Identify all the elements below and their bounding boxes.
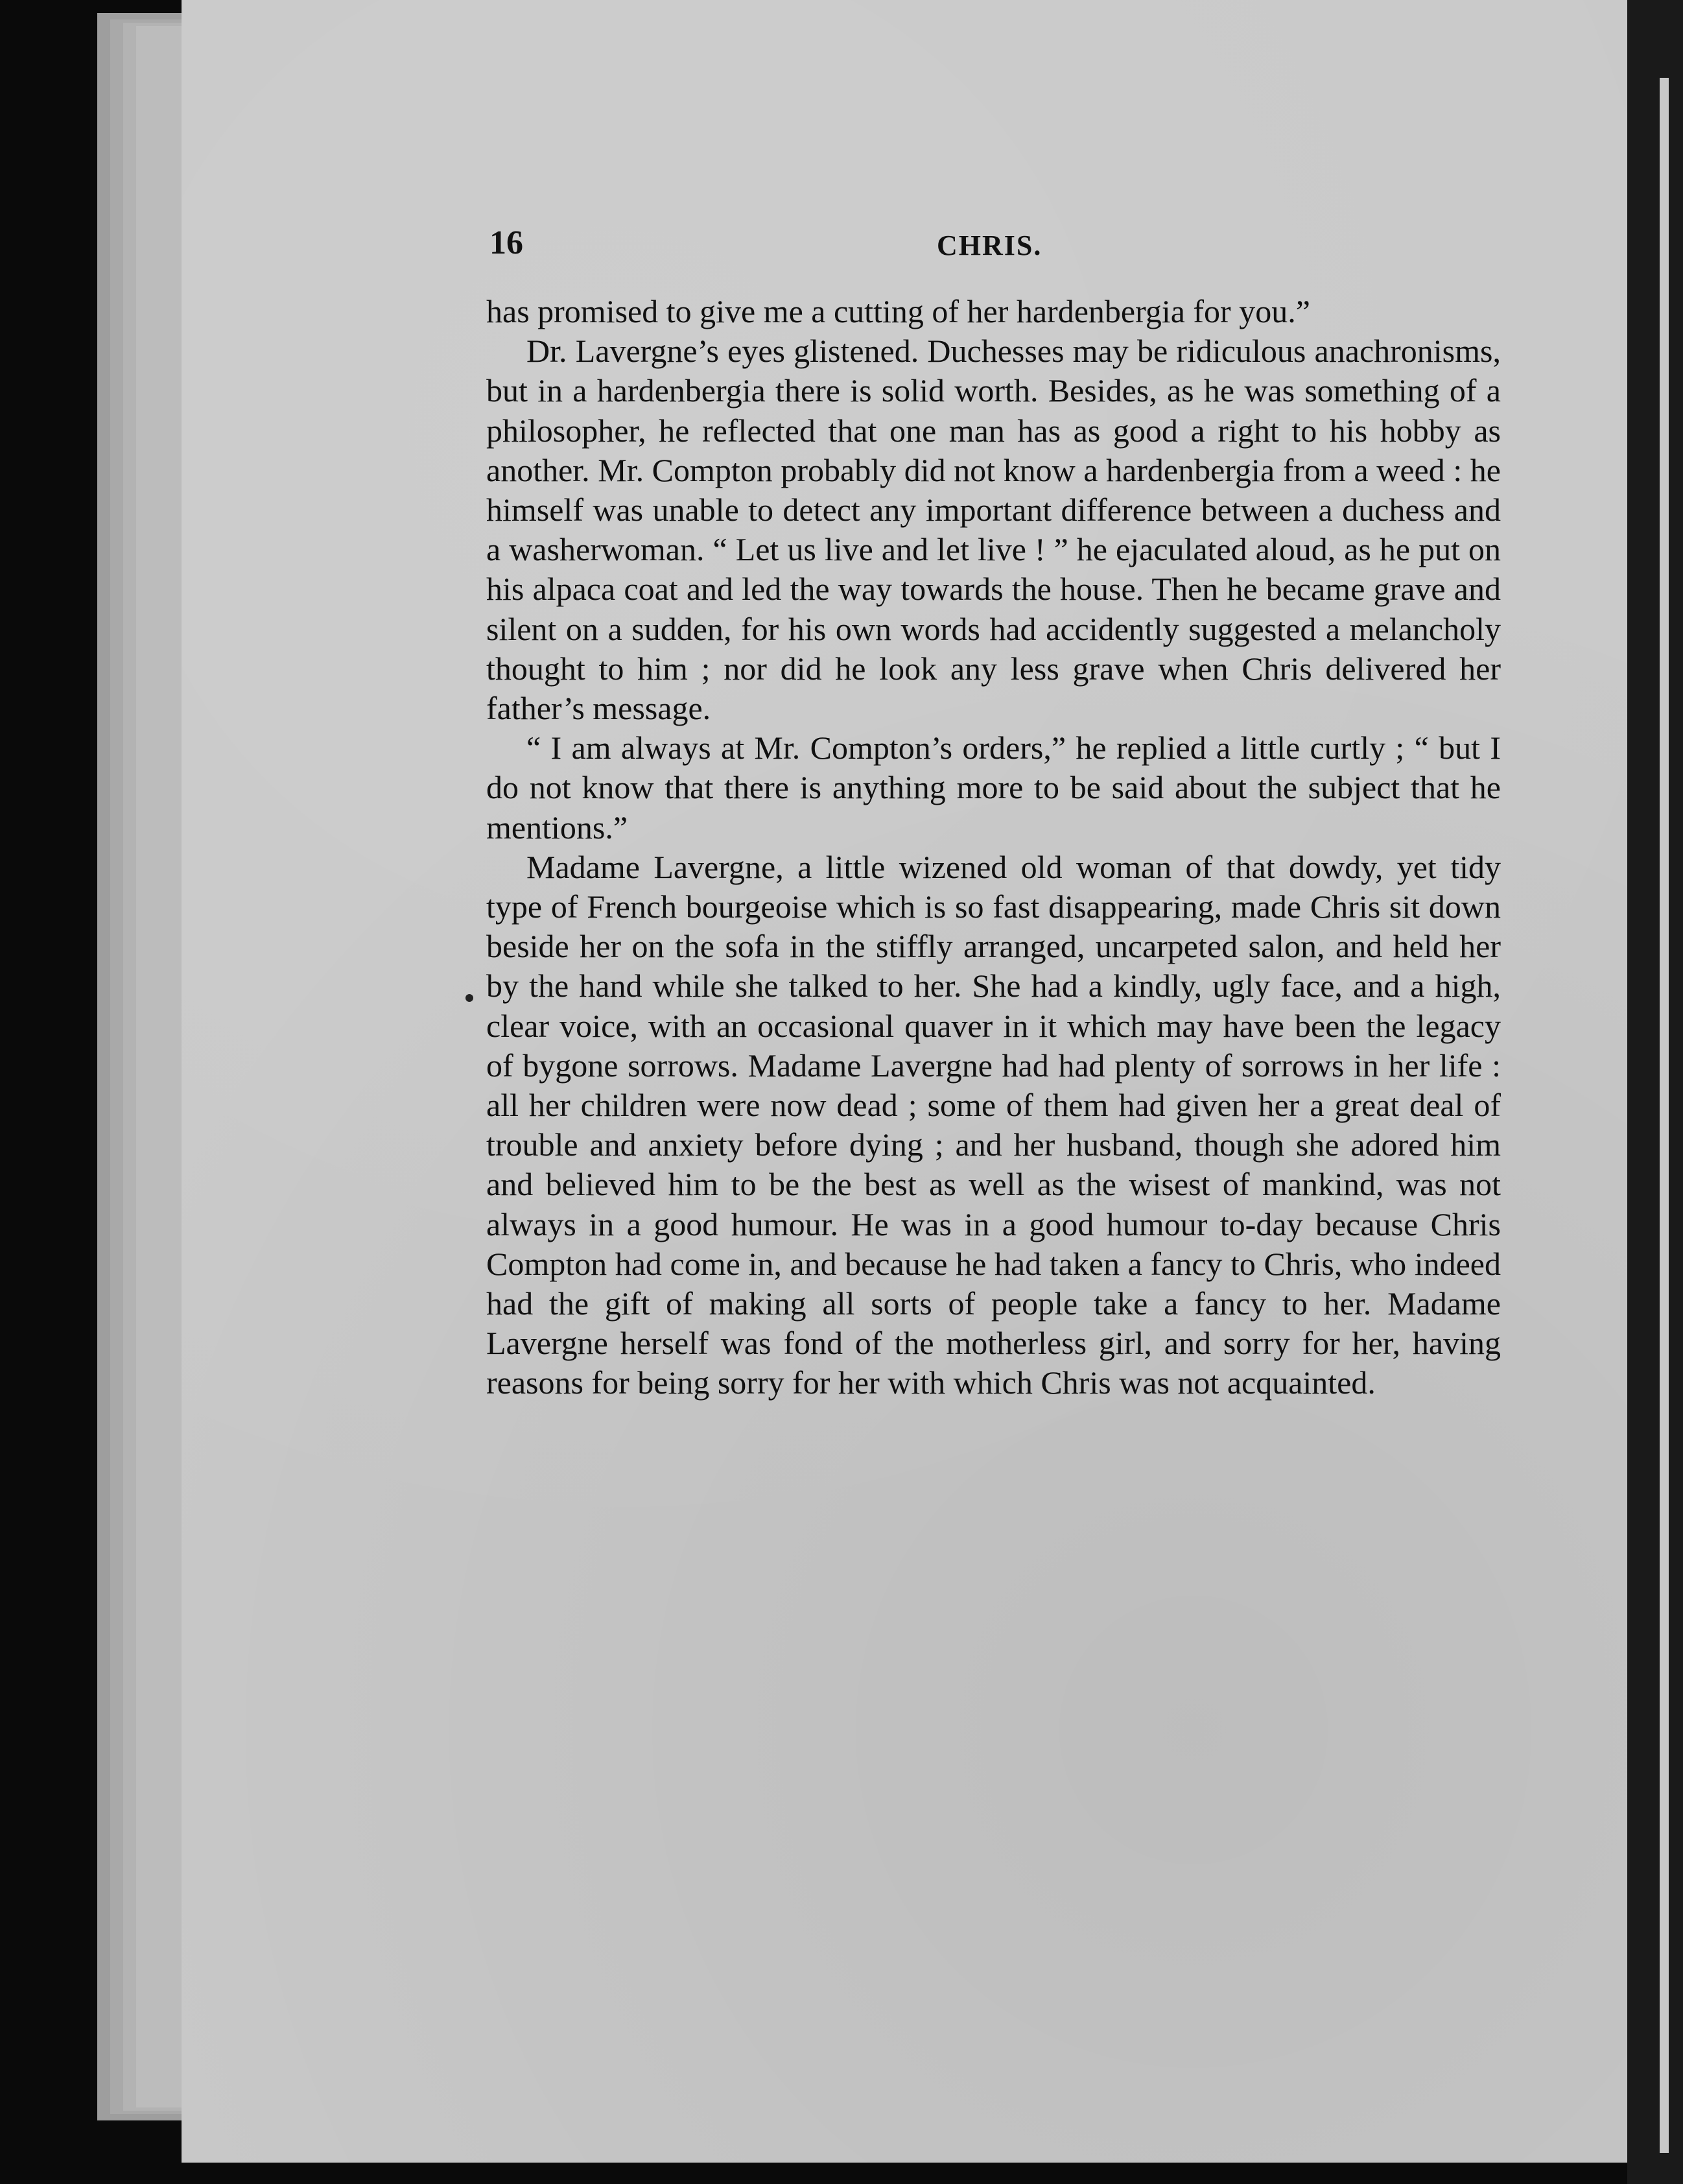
- body-text: [486, 292, 1501, 1403]
- running-head: CHRIS.: [937, 230, 1042, 261]
- paragraph-1: has promised to give me a cutting of her hardenbergia for you.”: [486, 293, 1310, 329]
- paragraph-3: “ I am always at Mr. Compton’s orders,” he replied a little curtly ; “ but I do not know that there is anything more to be said about the subject that he mentions.”: [486, 730, 1501, 846]
- page-number: 16: [489, 224, 523, 261]
- paragraph-2: Dr. Lavergne’s eyes glistened. Duchesses may be ridiculous anachronisms, but in a hardenbergia there is solid worth. Besides, as he was something of a philosopher, he reflected that one man has as good a right to his hobby as another. Mr. Compton probably did not know a hardenbergia from a weed : he himself was unable to detect any important difference between a duchess and a washerwoman. “ Let us live and let live ! ” he ejaculated aloud, as he put on his alpaca coat and led the way towards the house. Then he became grave and silent on a sudden, for his own words had accidently suggested a melancholy thought to him ; nor did he look any less grave when Chris delivered her father’s message.: [486, 333, 1501, 727]
- paragraph-4: Madame Lavergne, a little wizened old woman of that dowdy, yet tidy type of French bourgeoise which is so fast disappearing, made Chris sit down beside her on the sofa in the stiffly arranged, uncarpeted salon, and held her by the hand while she talked to her. She had a kindly, ugly face, and a high, clear voice, with an occasional quaver in it which may have been the legacy of bygone sorrows. Madame Lavergne had had plenty of sorrows in her life : all her children were now dead ; some of them had given her a great deal of trouble and anxiety before dying ; and her husband, though she adored him and believed him to be the best as well as the wisest of mankind, was not always in a good humour. He was in a good humour to-day because Chris Compton had come in, and because he had taken a fancy to Chris, who indeed had the gift of making all sorts of people take a fancy to her. Madame Lavergne herself was fond of the motherless girl, and sorry for her, having reasons for being sorry for her with which Chris was not acquainted.: [486, 848, 1501, 1401]
- binding-strip: [1627, 0, 1683, 2184]
- ink-speck: [465, 994, 473, 1002]
- binding-edge: [1660, 78, 1669, 2153]
- page-header: [489, 224, 1501, 269]
